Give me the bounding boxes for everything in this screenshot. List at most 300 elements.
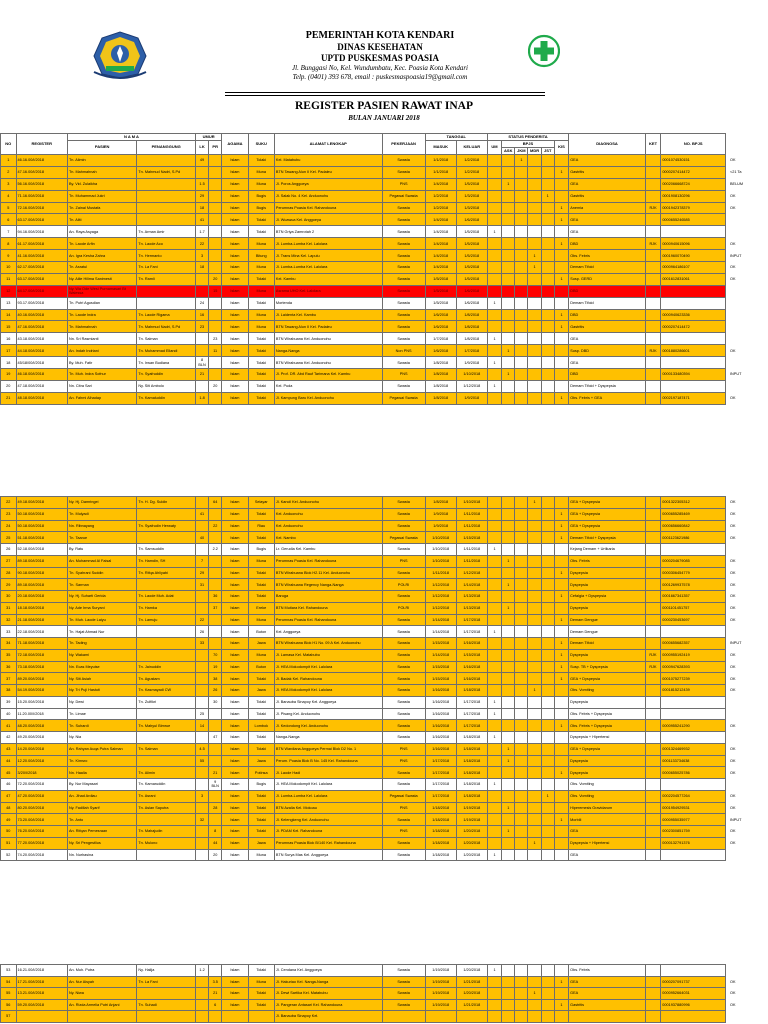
row-occupation: Swasta <box>382 155 425 167</box>
row-age-female: 26 <box>209 685 222 697</box>
row-age-female <box>209 214 222 226</box>
row-status-jst <box>541 520 554 532</box>
row-note <box>645 497 661 509</box>
row-date-out: 1/13/2018 <box>456 602 487 614</box>
row-status-mdr <box>528 520 541 532</box>
row-status-mdr <box>528 814 541 826</box>
row-date-in: 1/18/2018 <box>425 849 456 861</box>
table-row <box>1 708 726 720</box>
row-patient-name: Ny. Wa Ode Wesi Purnamasari Bt Walessa <box>67 285 136 297</box>
row-guardian: Tn. Syafrudin Herwaty <box>137 520 196 532</box>
row-age-female: 19 <box>209 661 222 673</box>
row-age-female: 21 <box>209 988 222 1000</box>
row-guardian <box>137 708 196 720</box>
row-religion: Islam <box>222 649 248 661</box>
row-date-out: 1/6/2018 <box>456 297 487 309</box>
row-ethnicity: Bugis <box>248 190 274 202</box>
row-status-um <box>487 999 501 1011</box>
row-guardian: Tn. Salman <box>137 333 196 345</box>
row-status-mdr <box>528 178 541 190</box>
row-status-jkm <box>515 988 528 1000</box>
row-patient-name: By. Ratu <box>67 544 136 556</box>
row-religion: Islam <box>222 720 248 732</box>
row-date-out: 1/17/2018 <box>456 614 487 626</box>
row-address: Nanga-Nanga <box>274 345 382 357</box>
row-side-note: OK <box>730 277 736 282</box>
row-status-jkm <box>515 673 528 685</box>
row-no: 27 <box>1 555 17 567</box>
row-address: BTN Wirabuana Regency Nanga-Nanga <box>274 579 382 591</box>
row-status-jst <box>541 614 554 626</box>
row-status-mdr <box>528 1011 541 1023</box>
row-ethnicity: Tolaki <box>248 696 274 708</box>
row-no: 14 <box>1 309 17 321</box>
row-date-in: 1/18/2018 <box>425 802 456 814</box>
row-status-ask: 1 <box>502 802 515 814</box>
row-guardian: Tn. Ramli <box>137 273 196 285</box>
row-occupation: Swasta <box>382 214 425 226</box>
row-note <box>645 214 661 226</box>
row-status-mdr <box>528 544 541 556</box>
row-address: Jl. Pisang Kel. Anduonohu <box>274 708 382 720</box>
row-date-in: 1/4/2018 <box>425 238 456 250</box>
row-occupation: Swasta <box>382 965 425 977</box>
row-side-note: INPUT <box>730 372 742 377</box>
row-date-in: 1/14/2018 <box>425 649 456 661</box>
row-status-jkm <box>515 273 528 285</box>
row-register: 64.17.00/I/2018 <box>16 285 67 297</box>
row-status-mdr <box>528 591 541 603</box>
row-guardian: Tn. Hermanto <box>137 250 196 262</box>
row-status-ask <box>502 380 515 392</box>
row-status-jkm <box>515 649 528 661</box>
row-register: 63.17.00/I/2018 <box>16 273 67 285</box>
row-side-note: OK <box>730 1002 736 1007</box>
row-address: BTN Tawang Alun II Kel. Padaleu <box>274 166 382 178</box>
row-bpjs-number <box>661 779 726 791</box>
row-diagnosis: Dyspepsia <box>569 755 646 767</box>
row-diagnosis: GEA <box>569 357 646 369</box>
row-ethnicity: Tolaki <box>248 567 274 579</box>
row-diagnosis: Demam Tifoid + Dyspepsia <box>569 380 646 392</box>
row-age-male <box>195 544 208 556</box>
table-row <box>1 1011 726 1023</box>
row-status-jst <box>541 976 554 988</box>
row-bpjs-number: 0001074530151 <box>661 155 726 167</box>
row-status-um <box>487 555 501 567</box>
row-note <box>645 579 661 591</box>
row-status-kis: 1 <box>554 321 568 333</box>
row-note <box>645 988 661 1000</box>
row-no: 8 <box>1 238 17 250</box>
row-register: 71.18.00/I/2018 <box>16 638 67 650</box>
row-status-mdr <box>528 555 541 567</box>
row-status-um <box>487 638 501 650</box>
row-occupation: Swasta <box>382 508 425 520</box>
row-status-jst <box>541 555 554 567</box>
row-status-ask: 1 <box>502 743 515 755</box>
row-guardian <box>137 508 196 520</box>
row-status-jst: 1 <box>541 790 554 802</box>
row-status-kis <box>554 1011 568 1023</box>
row-bpjs-number: 0001269937578 <box>661 579 726 591</box>
row-ethnicity: Tolaki <box>248 392 274 404</box>
row-no: 4 <box>1 190 17 202</box>
row-address: BTN Wirabuana Blok H2.11 Kel. Anduonohu <box>274 567 382 579</box>
row-status-jkm <box>515 849 528 861</box>
row-bpjs-number: 0000955241290 <box>661 720 726 732</box>
row-religion: Islam <box>222 591 248 603</box>
row-note <box>645 309 661 321</box>
row-register: 3/20/I/2018 <box>16 767 67 779</box>
row-age-male <box>195 497 208 509</box>
row-status-jkm <box>515 685 528 697</box>
row-status-um <box>487 214 501 226</box>
row-status-kis: 1 <box>554 999 568 1011</box>
row-age-female <box>209 626 222 638</box>
row-age-male: 33 <box>195 638 208 650</box>
row-religion: Islam <box>222 579 248 591</box>
row-status-jkm <box>515 1011 528 1023</box>
row-age-female: 44 <box>209 837 222 849</box>
row-diagnosis: GEA <box>569 849 646 861</box>
row-guardian: Tn. La Fani <box>137 976 196 988</box>
row-side-note: OK <box>730 158 736 163</box>
row-status-jkm <box>515 369 528 381</box>
row-address: Jl. Poros Anggoeya <box>274 178 382 190</box>
row-status-kis: 1 <box>554 673 568 685</box>
row-status-kis <box>554 226 568 238</box>
row-patient-name: Ny. Tri Puji Hastuti <box>67 685 136 697</box>
row-status-um: 1 <box>487 849 501 861</box>
row-religion: Islam <box>222 532 248 544</box>
table-row <box>1 178 726 190</box>
row-religion: Islam <box>222 755 248 767</box>
row-diagnosis: Obs. Vomiting <box>569 790 646 802</box>
row-no: 42 <box>1 732 17 744</box>
row-age-male <box>195 166 208 178</box>
row-patient-name: Tn. Muh. Indra Sofnur <box>67 369 136 381</box>
table-row <box>1 999 726 1011</box>
row-bpjs-number: 0001937880996 <box>661 999 726 1011</box>
row-register: 47.16.00/I/2018 <box>16 166 67 178</box>
row-status-kis: 1 <box>554 202 568 214</box>
row-status-um: 1 <box>487 380 501 392</box>
row-patient-name: Tn. Putri Agusdian <box>67 297 136 309</box>
row-diagnosis: Dyspepsia + Hipertensi <box>569 837 646 849</box>
row-status-um <box>487 369 501 381</box>
row-patient-name: Ny. Aiile Hilima Sanimesti <box>67 273 136 285</box>
row-register: 48.20.00/I/2018 <box>16 720 67 732</box>
row-no: 28 <box>1 567 17 579</box>
row-occupation: Pegawai Swasta <box>382 532 425 544</box>
row-ethnicity: Muna <box>248 166 274 178</box>
row-age-female <box>209 708 222 720</box>
row-date-in: 1/16/2018 <box>425 685 456 697</box>
row-bpjs-number: 0002066668724 <box>661 178 726 190</box>
row-age-male <box>195 285 208 297</box>
row-religion: Islam <box>222 392 248 404</box>
row-status-um <box>487 802 501 814</box>
row-register: 48.18.00/I/2018 <box>16 392 67 404</box>
table-row <box>1 673 726 685</box>
row-religion: Islam <box>222 555 248 567</box>
row-diagnosis: Cefalgia + Dyspepsia <box>569 591 646 603</box>
row-age-male <box>195 767 208 779</box>
row-date-out: 1/18/2018 <box>456 767 487 779</box>
row-status-um: 1 <box>487 708 501 720</box>
row-no: 56 <box>1 999 17 1011</box>
row-status-jkm <box>515 779 528 791</box>
row-age-female: 3.5 <box>209 976 222 988</box>
row-age-female <box>209 555 222 567</box>
row-status-mdr <box>528 238 541 250</box>
row-religion: Islam <box>222 661 248 673</box>
row-note <box>645 321 661 333</box>
row-no: 54 <box>1 976 17 988</box>
row-religion: Islam <box>222 849 248 861</box>
row-bpjs-number <box>661 380 726 392</box>
row-status-ask <box>502 214 515 226</box>
row-address: Perumnas Poasia Kel. Rahandouna <box>274 614 382 626</box>
row-register: 13.21.00/I/2018 <box>16 988 67 1000</box>
row-no: 22 <box>1 497 17 509</box>
row-status-jkm <box>515 732 528 744</box>
row-religion: Islam <box>222 708 248 720</box>
row-patient-name: Ny. Niwa <box>67 988 136 1000</box>
row-status-jst <box>541 988 554 1000</box>
row-note <box>645 392 661 404</box>
row-guardian <box>137 988 196 1000</box>
row-status-jst <box>541 732 554 744</box>
row-diagnosis: GEA + Dyspepsia <box>569 743 646 755</box>
row-date-in: 1/16/2018 <box>425 696 456 708</box>
row-ethnicity: Tolaki <box>248 988 274 1000</box>
row-status-um <box>487 1011 501 1023</box>
row-status-jst <box>541 262 554 274</box>
row-status-ask <box>502 226 515 238</box>
row-side-note: OK <box>730 206 736 210</box>
row-age-female <box>209 321 222 333</box>
row-age-female: 64 <box>209 497 222 509</box>
table-row <box>1 226 726 238</box>
row-religion: Islam <box>222 333 248 345</box>
row-address: Jl. Hakuriao Kel. Nanga-Nanga <box>274 976 382 988</box>
row-side-note: OK <box>730 653 736 658</box>
row-register: 71.16.00/I/2018 <box>16 190 67 202</box>
row-bpjs-number: 0000952664031 <box>661 988 726 1000</box>
row-bpjs-number: 0000955035977 <box>661 814 726 826</box>
row-status-ask <box>502 285 515 297</box>
row-religion: Islam <box>222 790 248 802</box>
row-diagnosis: DBD <box>569 285 646 297</box>
row-note <box>645 976 661 988</box>
row-age-male: 22 <box>195 238 208 250</box>
row-religion: Islam <box>222 837 248 849</box>
row-bpjs-number <box>661 965 726 977</box>
col-header-register: REGISTER <box>16 134 67 155</box>
row-status-kis <box>554 802 568 814</box>
row-date-out: 1/5/2018 <box>456 178 487 190</box>
row-religion: Islam <box>222 285 248 297</box>
row-status-kis <box>554 696 568 708</box>
row-no: 36 <box>1 661 17 673</box>
row-patient-name: Tn. Asratul <box>67 262 136 274</box>
row-age-female <box>209 392 222 404</box>
row-status-jst <box>541 392 554 404</box>
row-guardian <box>137 202 196 214</box>
row-age-male <box>195 273 208 285</box>
col-header-jst: JST <box>541 148 554 155</box>
row-religion: Islam <box>222 155 248 167</box>
row-guardian: Tn. Samsuddin <box>137 544 196 556</box>
row-status-kis <box>554 743 568 755</box>
row-date-in: 1/4/2018 <box>425 214 456 226</box>
row-diagnosis: Anemia <box>569 202 646 214</box>
table-row <box>1 767 726 779</box>
row-ethnicity: Muna <box>248 649 274 661</box>
row-occupation: PNS <box>382 826 425 838</box>
row-date-in: 1/1/2018 <box>425 166 456 178</box>
row-register: 14.20.00/I/2018 <box>16 743 67 755</box>
row-note <box>645 826 661 838</box>
row-bpjs-number: 0001954929531 <box>661 802 726 814</box>
row-religion: Islam <box>222 226 248 238</box>
row-bpjs-number <box>661 297 726 309</box>
row-guardian: Tn. Salman <box>137 743 196 755</box>
row-age-female <box>209 250 222 262</box>
row-status-kis: 1 <box>554 814 568 826</box>
row-ethnicity <box>248 1011 274 1023</box>
row-date-in: 1/12/2018 <box>425 579 456 591</box>
row-age-female: 20 <box>209 380 222 392</box>
table-row <box>1 626 726 638</box>
row-patient-name: Tn. Tading <box>67 638 136 650</box>
row-date-in: 1/8/2018 <box>425 369 456 381</box>
row-status-ask <box>502 238 515 250</box>
row-status-um <box>487 532 501 544</box>
row-status-jst <box>541 532 554 544</box>
row-occupation: Swasta <box>382 767 425 779</box>
row-diagnosis: Demam Dengue <box>569 626 646 638</box>
row-date-in <box>425 1011 456 1023</box>
row-register: 89.18.00/I/2018 <box>16 555 67 567</box>
table-row <box>1 802 726 814</box>
row-diagnosis: GEA + Dyspepsia <box>569 508 646 520</box>
col-header-masuk: MASUK <box>425 141 456 155</box>
row-bpjs-number: 0000132791376 <box>661 837 726 849</box>
row-register: 90.18.00/I/2018 <box>16 567 67 579</box>
row-occupation: Swasta <box>382 273 425 285</box>
row-date-in: 1/17/2018 <box>425 767 456 779</box>
row-address: Jl. HEA Mokodompit Kel. Lalolara <box>274 779 382 791</box>
row-age-male <box>195 661 208 673</box>
table-row <box>1 357 726 369</box>
row-register: 93.17.00/I/2018 <box>16 297 67 309</box>
row-guardian: Tn. Jainuddin <box>137 661 196 673</box>
row-patient-name: Tn. Limae <box>67 708 136 720</box>
row-bpjs-number: 0000207414472 <box>661 166 726 178</box>
row-date-in: 1/14/2018 <box>425 614 456 626</box>
row-date-out: 1/7/2018 <box>456 345 487 357</box>
row-date-in: 1/5/2018 <box>425 273 456 285</box>
row-address: BTN Wardiana Anggoeya Permai Blok D2 No. 1 <box>274 743 382 755</box>
row-status-jst <box>541 579 554 591</box>
row-status-kis <box>554 732 568 744</box>
table-row <box>1 273 726 285</box>
row-no: 41 <box>1 720 17 732</box>
row-bpjs-number: 0000207414472 <box>661 321 726 333</box>
row-age-female <box>209 262 222 274</box>
row-status-jkm <box>515 226 528 238</box>
row-note: RJK <box>645 649 661 661</box>
row-religion: Islam <box>222 673 248 685</box>
row-status-ask <box>502 720 515 732</box>
row-occupation: Swasta <box>382 497 425 509</box>
row-status-jst <box>541 626 554 638</box>
row-age-female <box>209 508 222 520</box>
row-guardian <box>137 755 196 767</box>
table-row <box>1 285 726 297</box>
row-no: 20 <box>1 380 17 392</box>
row-status-mdr: 1 <box>528 250 541 262</box>
row-status-um <box>487 392 501 404</box>
row-bpjs-number: 0000940623336 <box>661 309 726 321</box>
row-religion: Islam <box>222 544 248 556</box>
row-status-ask <box>502 661 515 673</box>
kendari-city-emblem-icon <box>90 30 150 80</box>
row-patient-name: An. Igra Kesha Zahra <box>67 250 136 262</box>
row-date-in: 1/6/2018 <box>425 321 456 333</box>
letterhead-rule <box>225 92 545 93</box>
row-religion: Islam <box>222 166 248 178</box>
table-row <box>1 814 726 826</box>
row-age-female <box>209 202 222 214</box>
row-religion: Islam <box>222 567 248 579</box>
row-age-female <box>209 814 222 826</box>
row-note <box>645 708 661 720</box>
row-address: BTN Surya Mas Kel. Anggoeya <box>274 849 382 861</box>
row-ethnicity: Muna <box>248 321 274 333</box>
row-status-ask: 1 <box>502 826 515 838</box>
row-side-note: OK <box>730 594 736 599</box>
row-religion: Islam <box>222 497 248 509</box>
row-register: 80.20.00/I/2018 <box>16 802 67 814</box>
row-ethnicity: Tolaki <box>248 965 274 977</box>
row-occupation: Swasta <box>382 238 425 250</box>
row-patient-name: Nn. Nurhasina <box>67 849 136 861</box>
row-no: 55 <box>1 988 17 1000</box>
col-header-um: UM <box>487 141 501 155</box>
table-row <box>1 497 726 509</box>
table-row <box>1 297 726 309</box>
row-register: 94.16.00/I/2018 <box>16 226 67 238</box>
row-status-jst <box>541 767 554 779</box>
row-date-out: 1/10/2018 <box>456 497 487 509</box>
row-occupation: Non PNS <box>382 345 425 357</box>
row-status-kis <box>554 685 568 697</box>
row-religion <box>222 1011 248 1023</box>
row-date-in: 1/16/2018 <box>425 708 456 720</box>
row-address: Jl. Kelengkeng Kel. Anduonohu <box>274 814 382 826</box>
row-register: 72.18.00/I/2018 <box>16 649 67 661</box>
row-date-in: 1/12/2018 <box>425 602 456 614</box>
row-religion: Islam <box>222 262 248 274</box>
row-note <box>645 190 661 202</box>
row-status-mdr <box>528 369 541 381</box>
row-date-in: 1/4/2018 <box>425 250 456 262</box>
row-status-jst <box>541 250 554 262</box>
